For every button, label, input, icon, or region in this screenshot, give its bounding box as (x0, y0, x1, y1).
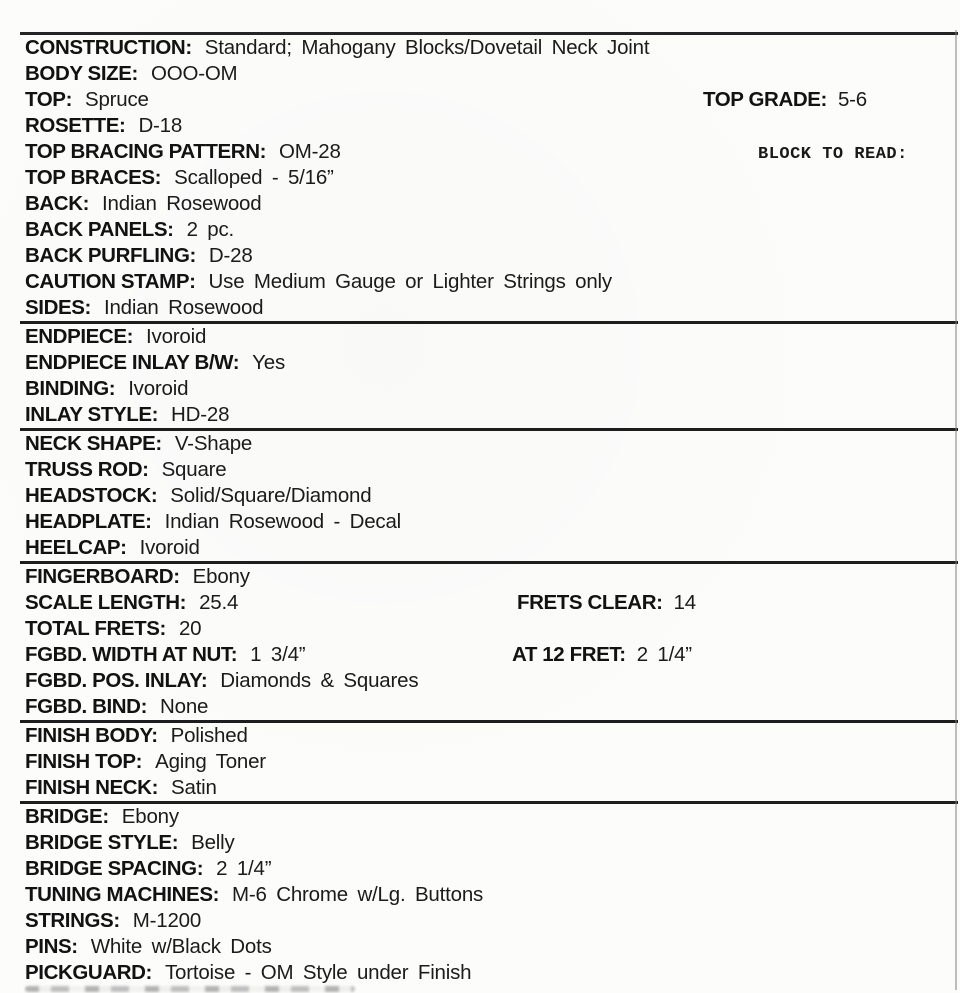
spec-label: ENDPIECE: (25, 325, 134, 348)
spec-label: PICKGUARD: (25, 961, 152, 984)
spec-value: V-Shape (174, 432, 253, 455)
spec-row (20, 402, 958, 428)
spec-label: FGBD. WIDTH AT NUT: (25, 643, 238, 666)
spec-row (20, 749, 958, 775)
spec-row (20, 324, 958, 350)
spec-value: 14 (673, 591, 696, 614)
spec-value: M-1200 (132, 909, 202, 932)
spec-label: HEELCAP: (25, 536, 127, 559)
spec-label: FINISH NECK: (25, 776, 159, 799)
spec-row (20, 882, 958, 908)
spec-value: Polished (170, 724, 248, 747)
spec-section-6 (20, 804, 958, 986)
spec-label: CAUTION STAMP: (25, 270, 196, 293)
spec-label: FRETS CLEAR: (517, 591, 663, 614)
spec-row (20, 191, 958, 217)
spec-row (20, 934, 958, 960)
spec-label: BINDING: (25, 377, 116, 400)
spec-value: White w/Black Dots (90, 935, 272, 958)
spec-section-2 (20, 324, 958, 431)
spec-label: ROSETTE: (25, 114, 126, 137)
spec-value: 2 1/4” (636, 643, 692, 666)
spec-value: Tortoise - OM Style under Finish (164, 961, 472, 984)
spec-value: Aging Toner (155, 750, 266, 773)
spec-row (20, 830, 958, 856)
spec-row (20, 376, 958, 402)
spec-value: Spruce (85, 88, 149, 111)
spec-label: BACK: (25, 192, 90, 215)
spec-second-column (703, 87, 867, 113)
spec-label: CONSTRUCTION: (25, 36, 192, 59)
spec-label: FGBD. POS. INLAY: (25, 669, 208, 692)
spec-label: BRIDGE SPACING: (25, 857, 204, 880)
spec-row (20, 139, 958, 165)
spec-label: FGBD. BIND: (25, 695, 148, 718)
spec-value: 2 1/4” (216, 857, 272, 880)
spec-section-3 (20, 431, 958, 564)
spec-label: BRIDGE: (25, 805, 109, 828)
spec-second-column (517, 590, 696, 616)
spec-label: FINISH TOP: (25, 750, 143, 773)
spec-sections (20, 35, 958, 986)
spec-second-column (758, 139, 919, 168)
spec-row (20, 856, 958, 882)
spec-label: SCALE LENGTH: (25, 591, 187, 614)
spec-row (20, 775, 958, 801)
spec-label: FINGERBOARD: (25, 565, 180, 588)
spec-label: TOTAL FRETS: (25, 617, 166, 640)
spec-row (20, 668, 958, 694)
spec-value: Ebony (121, 805, 179, 828)
spec-row (20, 642, 958, 668)
spec-value: 1 3/4” (250, 643, 306, 666)
spec-value: 20 (178, 617, 202, 640)
spec-value: Use Medium Gauge or Lighter Strings only (208, 270, 612, 293)
spec-label: AT 12 FRET: (512, 643, 626, 666)
spec-label: BRIDGE STYLE: (25, 831, 179, 854)
spec-row (20, 535, 958, 561)
spec-row (20, 243, 958, 269)
spec-value: Square (161, 458, 227, 481)
spec-value: Satin (171, 776, 217, 799)
spec-value: None (160, 695, 209, 718)
spec-row (20, 723, 958, 749)
spec-label: TOP: (25, 88, 72, 111)
spec-value: 5-6 (837, 88, 867, 111)
spec-row (20, 457, 958, 483)
spec-section-4 (20, 564, 958, 723)
spec-value: Diamonds & Squares (220, 669, 419, 692)
spec-row (20, 590, 958, 616)
spec-value: 2 pc. (186, 218, 235, 241)
spec-section-5 (20, 723, 958, 804)
spec-row (20, 616, 958, 642)
spec-value: D-18 (138, 114, 183, 137)
spec-row (20, 908, 958, 934)
spec-value: HD-28 (171, 403, 230, 426)
spec-label: HEADSTOCK: (25, 484, 158, 507)
spec-label: PINS: (25, 935, 78, 958)
spec-label: TRUSS ROD: (25, 458, 149, 481)
spec-label: TOP GRADE: (703, 88, 827, 111)
spec-value: Yes (252, 351, 285, 374)
spec-row (20, 61, 958, 87)
spec-label: STRINGS: (25, 909, 120, 932)
spec-value: 25.4 (199, 591, 239, 614)
spec-value: Standard; Mahogany Blocks/Dovetail Neck Joint (204, 36, 650, 59)
spec-value: OOO-OM (150, 62, 238, 85)
spec-row (20, 431, 958, 457)
spec-value: M-6 Chrome w/Lg. Buttons (232, 883, 484, 906)
spec-value: Indian Rosewood (103, 296, 264, 319)
spec-row (20, 165, 958, 191)
spec-row (20, 87, 958, 113)
spec-label: HEADPLATE: (25, 510, 152, 533)
spec-label: ENDPIECE INLAY B/W: (25, 351, 240, 374)
spec-label: SIDES: (25, 296, 91, 319)
spec-section-1 (20, 35, 958, 324)
spec-row (20, 295, 958, 321)
spec-second-column (512, 642, 692, 668)
spec-label: TOP BRACES: (25, 166, 162, 189)
spec-value: Ivoroid (146, 325, 207, 348)
spec-row (20, 483, 958, 509)
spec-label: BACK PURFLING: (25, 244, 196, 267)
spec-value: Indian Rosewood - Decal (164, 510, 402, 533)
spec-label: TUNING MACHINES: (25, 883, 220, 906)
spec-label: NECK SHAPE: (25, 432, 162, 455)
spec-row (20, 509, 958, 535)
spec-value: Scalloped - 5/16” (174, 166, 334, 189)
spec-label: BACK PANELS: (25, 218, 174, 241)
spec-value: Ivoroid (139, 536, 200, 559)
spec-row (20, 217, 958, 243)
spec-value: Ivoroid (128, 377, 189, 400)
spec-value: D-28 (208, 244, 253, 267)
spec-row (20, 804, 958, 830)
spec-value: Indian Rosewood (102, 192, 262, 215)
spec-row (20, 113, 958, 139)
spec-row (20, 960, 958, 986)
spec-label: TOP BRACING PATTERN: (25, 140, 267, 163)
spec-row (20, 35, 958, 61)
spec-value: Belly (191, 831, 235, 854)
spec-label: BODY SIZE: (25, 62, 138, 85)
spec-label: INLAY STYLE: (25, 403, 159, 426)
spec-value: Solid/Square/Diamond (170, 484, 372, 507)
spec-label: FINISH BODY: (25, 724, 158, 747)
spec-value: OM-28 (279, 140, 341, 163)
spec-row (20, 350, 958, 376)
spec-row (20, 564, 958, 590)
spec-label: BLOCK TO READ: (758, 145, 908, 164)
right-edge-rule (955, 30, 957, 990)
spec-row (20, 694, 958, 720)
spec-value: Ebony (192, 565, 250, 588)
cutoff-text-scan-artifact (25, 986, 355, 992)
spec-row (20, 269, 958, 295)
